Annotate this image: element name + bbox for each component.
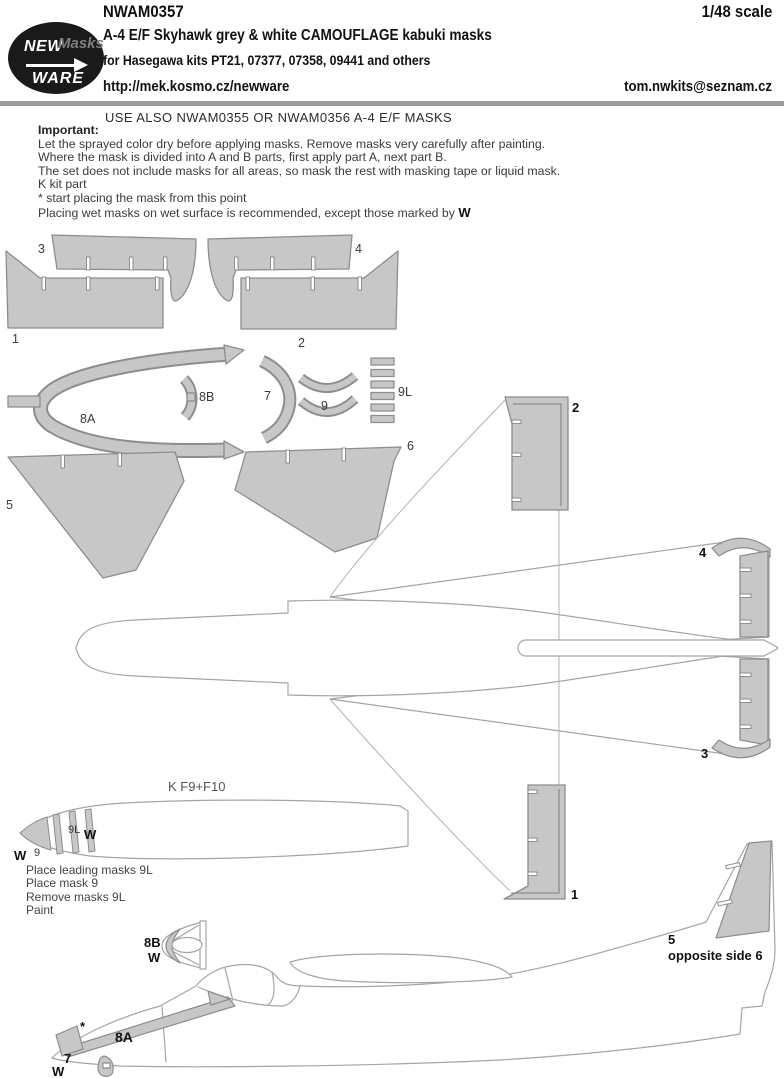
mask-notch [235, 257, 239, 270]
label-sideview-w: W [52, 1064, 65, 1078]
sheet-title: A-4 E/F Skyhawk grey & white CAMOUFLAGE kabuki masks [103, 27, 492, 44]
mask-notch [740, 568, 751, 572]
label-topview-4: 4 [699, 545, 707, 560]
mask-notch [528, 838, 537, 842]
step-line: Place mask 9 [26, 876, 99, 891]
wet-marker: W [458, 204, 471, 220]
mask-notch [528, 790, 537, 794]
mask-notch [342, 448, 346, 461]
mask-shape-9l [371, 393, 394, 400]
mask-notch [87, 277, 91, 290]
mask-notch [118, 453, 122, 466]
mask-notch [246, 277, 250, 290]
label-shape-4: 4 [355, 242, 362, 256]
mask-notch [311, 277, 315, 290]
mask-notch [512, 420, 521, 424]
logo-new-text: NEW [24, 38, 63, 55]
mask-shape-9l [371, 381, 394, 388]
label-frontview-8b: 8B [144, 935, 161, 950]
label-sideview-7: 7 [64, 1051, 72, 1066]
mask-notch [156, 277, 160, 290]
product-code: NWAM0357 [103, 2, 184, 21]
label-shape-2: 2 [298, 336, 305, 350]
label-tank-9l: 9L [68, 824, 81, 836]
label-tank-w: W [84, 827, 97, 842]
scale-label: 1/48 scale [701, 2, 772, 21]
mask-notch [740, 699, 751, 703]
mask-notch [286, 450, 290, 463]
mask-notch [528, 872, 537, 876]
mask-shape-9l [371, 416, 394, 423]
mask-notch [740, 673, 751, 677]
label-topview-1: 1 [571, 887, 579, 902]
frontview-oval [172, 938, 202, 953]
label-sideview-5: 5 [668, 932, 676, 947]
mask-notch [103, 1063, 110, 1068]
use-also-notice: USE ALSO NWAM0355 OR NWAM0356 A-4 E/F MASKS [105, 110, 453, 125]
mask-8b-tab [187, 393, 195, 401]
step-line: Paint [26, 903, 54, 918]
label-opposite-side-6: opposite side 6 [668, 948, 763, 963]
step-line: Place leading masks 9L [26, 863, 153, 877]
kit-compatibility: for Hasegawa kits PT21, 07377, 07358, 09441 and others [103, 52, 431, 68]
mask-notch [740, 725, 751, 729]
mask-notch [61, 455, 65, 468]
label-tank-w: W [14, 848, 27, 863]
important-heading: Important: [38, 123, 99, 137]
label-shape-3: 3 [38, 242, 45, 256]
label-tank-kit-part: K F9+F10 [168, 779, 226, 794]
mask-notch [740, 594, 751, 598]
mask-notch [130, 257, 134, 270]
important-line: The set does not include masks for all areas, so mask the rest with masking tape or liquid mask. [38, 163, 561, 178]
wet-note-text: Placing wet masks on wet surface is recommended, except those marked by [38, 205, 459, 220]
label-shape-9: 9 [321, 399, 328, 413]
logo-ware-text: WARE [32, 70, 84, 87]
mask-shape-9l [371, 358, 394, 365]
label-tank-9: 9 [34, 847, 41, 859]
mask-notch [740, 620, 751, 624]
label-shape-9l: 9L [398, 385, 412, 399]
mask-8a-stub [8, 396, 40, 407]
mask-notch [512, 498, 521, 502]
label-shape-1: 1 [12, 332, 19, 346]
topview-tailpipe [518, 640, 777, 656]
mask-notch [42, 277, 46, 290]
mask-8a-arrow-tip [224, 345, 244, 364]
mask-notch [164, 257, 168, 270]
label-shape-6: 6 [407, 439, 414, 453]
mask-shape-6 [235, 447, 401, 552]
logo-masks-text: Masks [58, 35, 104, 52]
mask-notch [512, 453, 521, 457]
contact-email: tom.nwkits@seznam.cz [624, 78, 772, 95]
label-shape-5: 5 [6, 498, 13, 512]
mask-shape-5 [8, 452, 184, 578]
important-line: Let the sprayed color dry before applying masks. Remove masks very carefully after painting. [38, 136, 546, 151]
mask-shape-9l [371, 370, 394, 377]
important-line: Where the mask is divided into A and B parts, first apply part A, next part B. [38, 150, 447, 165]
label-shape-7: 7 [264, 389, 271, 403]
mask-notch [87, 257, 91, 270]
sideview-wing [290, 954, 512, 983]
important-line: * start placing the mask from this point [38, 190, 247, 205]
leader-line-mask1 [330, 699, 510, 891]
mask-notch [358, 277, 362, 290]
droptank-mask-9 [20, 817, 51, 850]
mask-notch [271, 257, 275, 270]
step-line: Remove masks 9L [26, 889, 126, 904]
website-url: http://mek.kosmo.cz/newware [103, 78, 290, 95]
label-topview-2: 2 [572, 400, 580, 415]
label-sideview-8a: 8A [115, 1029, 133, 1045]
label-frontview-w: W [148, 950, 161, 965]
important-line: K kit part [38, 177, 87, 192]
label-start-point-star: * [80, 1019, 86, 1034]
mask-notch [312, 257, 316, 270]
mask-shape-9l [371, 404, 394, 411]
label-shape-8b: 8B [199, 390, 215, 404]
mask-8a-arrow-tip [224, 441, 244, 459]
sideview-fuselage [52, 841, 775, 1067]
label-shape-8a: 8A [80, 412, 96, 426]
label-topview-3: 3 [701, 746, 709, 761]
